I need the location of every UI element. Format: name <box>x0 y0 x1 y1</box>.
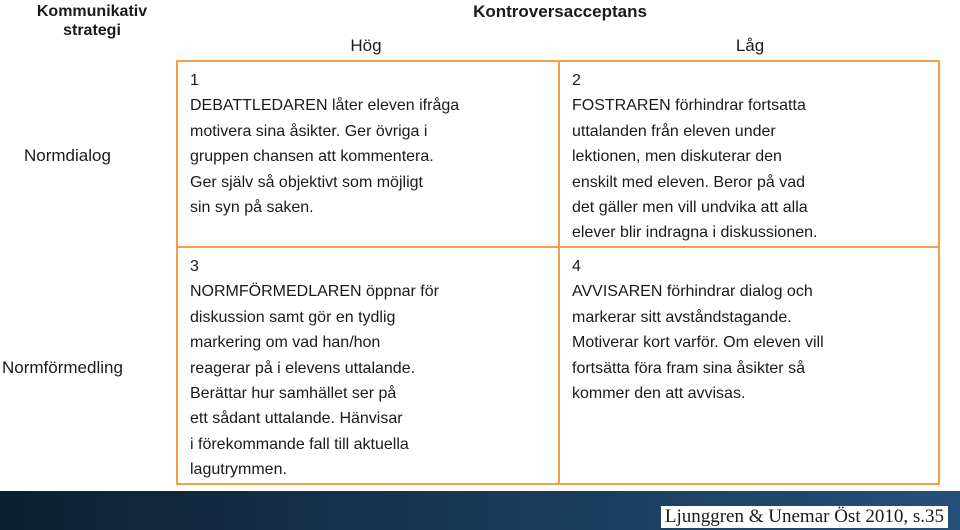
cell-number: 4 <box>572 258 581 275</box>
strategy-heading: Kommunikativ strategi <box>36 3 148 39</box>
controversy-acceptance-heading: Kontroversacceptans <box>473 2 647 21</box>
cell-text: FOSTRAREN förhindrar fortsatta uttalanden från eleven under lektionen, men diskuterar den enskilt med eleven. Beror på vad det gäller men vill undvika att alla elever blir indragna i diskussionen. <box>572 97 818 242</box>
matrix-cell-4 <box>560 248 938 483</box>
cell-text: NORMFÖRMEDLAREN öppnar för diskussion samt gör en tydlig markering om vad han/hon reagerar på i elevens uttalande. Berättar hur samhället ser på ett sådant uttalande. Hänvisar i förekommande fall till aktuella lagutrymmen. <box>190 283 439 479</box>
citation: Ljunggren & Unemar Öst 2010, s.35 <box>661 506 948 528</box>
matrix-cell-2 <box>560 62 938 248</box>
row-label-normdialog: Normdialog <box>24 146 111 165</box>
matrix-cell-1 <box>178 62 560 248</box>
matrix-cell-3 <box>178 248 560 483</box>
cell-number: 3 <box>190 258 199 275</box>
cell-text: DEBATTLEDAREN låter eleven ifråga motivera sina åsikter. Ger övriga i gruppen chansen att kommentera. Ger själv så objektivt som möjligt sin syn på saken. <box>190 97 460 217</box>
row-label-normformedling: Normförmedling <box>2 358 123 377</box>
column-label-low: Låg <box>735 36 765 55</box>
column-label-high: Hög <box>350 36 382 55</box>
strategy-matrix <box>176 60 940 485</box>
cell-number: 2 <box>572 72 581 89</box>
cell-number: 1 <box>190 72 199 89</box>
cell-text: AVVISAREN förhindrar dialog och markerar sitt avståndstagande. Motiverar kort varför. Om eleven vill fortsätta föra fram sina åsikter så kommer den att avvisas. <box>572 283 824 403</box>
